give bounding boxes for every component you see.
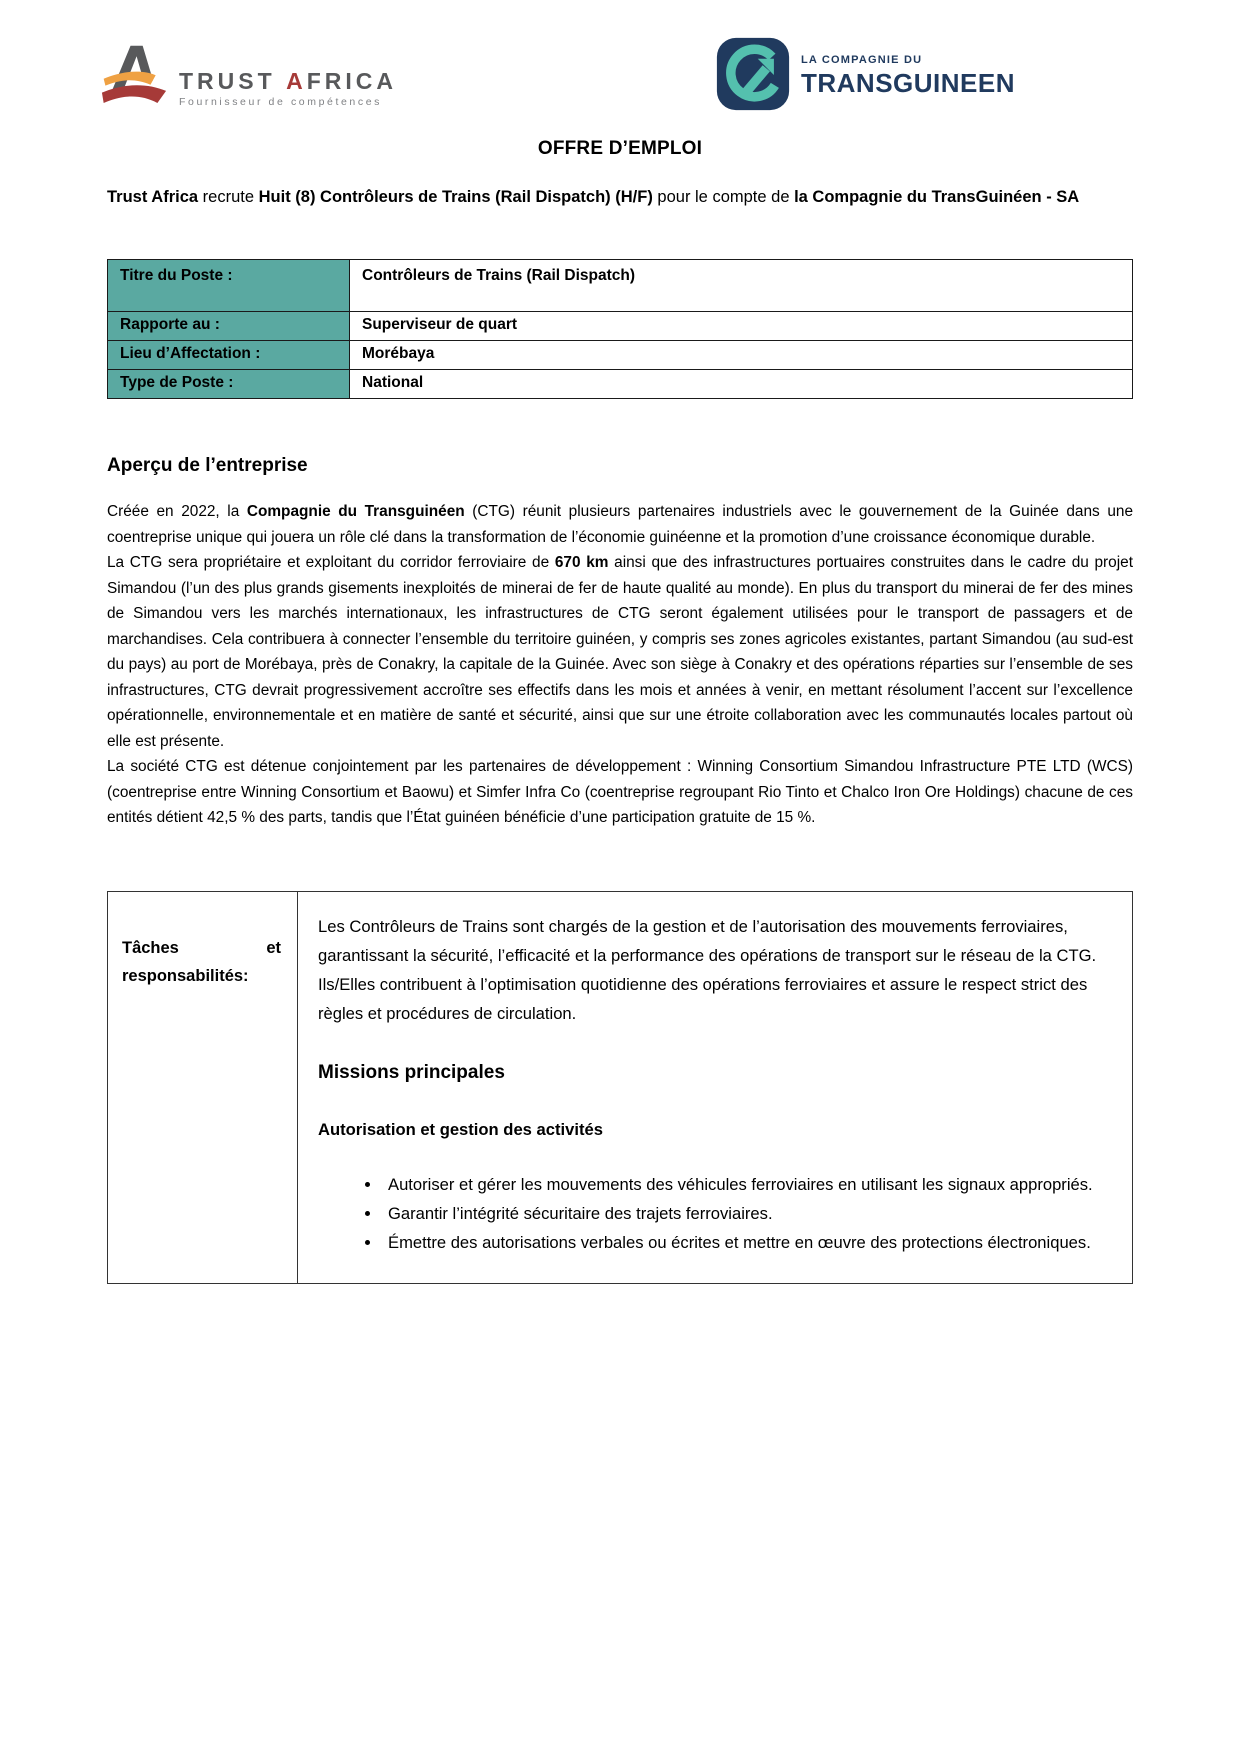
trust-africa-logo	[95, 42, 397, 112]
overview-paragraph: La CTG sera propriétaire et exploitant du corridor ferroviaire de 670 km ainsi que des infrastructures portuaires construites dans le cadre du projet Simandou (l’un des plus grands gisements inexploités de minerai de fer de haute qualité au monde). En plus du transport du minerai de fer des mines de Simandou vers les marchés internationaux, les infrastructures de CTG seront également utilisées pour le transport de passagers et de marchandises. Cela contribuera à connecter l’ensemble du territoire guinéen, y compris ses zones agricoles existantes, partant Simandou (au sud-est du pays) au port de Morébaya, près de Conakry, la capitale de la Guinée. Avec son siège à Conakry et des opérations réparties sur l’ensemble de ses infrastructures, CTG devrait progressivement accroître ses effectifs dans les mois et années à venir, en mettant résolument l’accent sur l’excellence opérationnelle, environnementale et en matière de santé et sécurité, ainsi que sur une étroite collaboration avec les communautés locales partout où elle est présente.	[107, 554, 1133, 750]
table-row	[108, 891, 1133, 1283]
missions-heading: Missions principales	[318, 1061, 505, 1083]
header	[107, 0, 1133, 112]
tasks-header-cell: Tâches et responsabilités:	[108, 891, 298, 1283]
job-title-label: Titre du Poste :	[108, 260, 350, 312]
company-overview-text	[107, 499, 1133, 831]
company-overview-heading: Aperçu de l’entreprise	[107, 455, 308, 476]
transguineen-logo-icon	[715, 36, 791, 112]
reports-to-value: Superviseur de quart	[350, 312, 1133, 341]
tasks-content-cell	[298, 891, 1133, 1283]
transguineen-logo-wordmark: TRANSGUINEEN	[800, 67, 1015, 98]
job-summary-table	[107, 259, 1133, 399]
location-label: Lieu d’Affectation :	[108, 341, 350, 370]
list-item: • Autoriser et gérer les mouvements des véhicules ferroviaires en utilisant les signaux appropriés.	[382, 1170, 1112, 1199]
table-row	[108, 312, 1133, 341]
trust-africa-logo-icon	[95, 42, 173, 112]
list-item: • Émettre des autorisations verbales ou écrites et mettre en œuvre des protections électroniques.	[382, 1228, 1112, 1257]
location-value: Morébaya	[350, 341, 1133, 370]
intro-paragraph: Trust Africa recrute Huit (8) Contrôleurs de Trains (Rail Dispatch) (H/F) pour le compte de la Compagnie du TransGuinéen - SA	[107, 188, 1080, 206]
position-type-value: National	[350, 370, 1133, 399]
tasks-bullet-list	[318, 1170, 1112, 1257]
reports-to-label: Rapporte au :	[108, 312, 350, 341]
tasks-description: Les Contrôleurs de Trains sont chargés de la gestion et de l’autorisation des mouvements ferroviaires, garantissant la sécurité, l’efficacité et la performance des opérations de transport sur le réseau de la CTG. Ils/Elles contribuent à l’optimisation quotidienne des opérations ferroviaires et assure le respect strict des règles et procédures de circulation.	[318, 916, 1097, 1023]
table-row	[108, 370, 1133, 399]
trust-africa-wordmark: TRUST AFRICA	[179, 67, 397, 94]
tasks-table	[107, 891, 1133, 1284]
transguineen-logo	[715, 36, 1015, 112]
overview-paragraph: La société CTG est détenue conjointement par les partenaires de développement : Winning Consortium Simandou Infrastructure PTE LTD (WCS) (coentreprise entre Winning Consortium et Baowu) et Simfer Infra Co (coentreprise regroupant Rio Tinto et Chalco Iron Ore Holdings) chacune de ces entités détient 42,5 % des parts, tandis que l’État guinéen bénéficie d’une participation gratuite de 15 %.	[107, 758, 1133, 826]
table-row	[108, 341, 1133, 370]
list-item: • Garantir l’intégrité sécuritaire des trajets ferroviaires.	[382, 1199, 1112, 1228]
overview-paragraph: Créée en 2022, la Compagnie du Transguinéen (CTG) réunit plusieurs partenaires industriels avec le gouvernement de la Guinée dans une coentreprise unique qui jouera un rôle clé dans la transformation de l’économie guinéenne et la promotion d’une croissance économique durable.	[107, 503, 1133, 546]
trust-africa-accent-letter: A	[286, 67, 307, 94]
trust-africa-tagline: Fournisseur de compétences	[179, 95, 383, 108]
transguineen-logo-top-text: LA COMPAGNIE DU	[800, 53, 923, 66]
position-type-label: Type de Poste :	[108, 370, 350, 399]
authorization-subheading: Autorisation et gestion des activités	[318, 1119, 603, 1139]
document-title: OFFRE D’EMPLOI	[537, 138, 703, 159]
table-row	[108, 260, 1133, 312]
job-title-value: Contrôleurs de Trains (Rail Dispatch)	[350, 260, 1133, 312]
